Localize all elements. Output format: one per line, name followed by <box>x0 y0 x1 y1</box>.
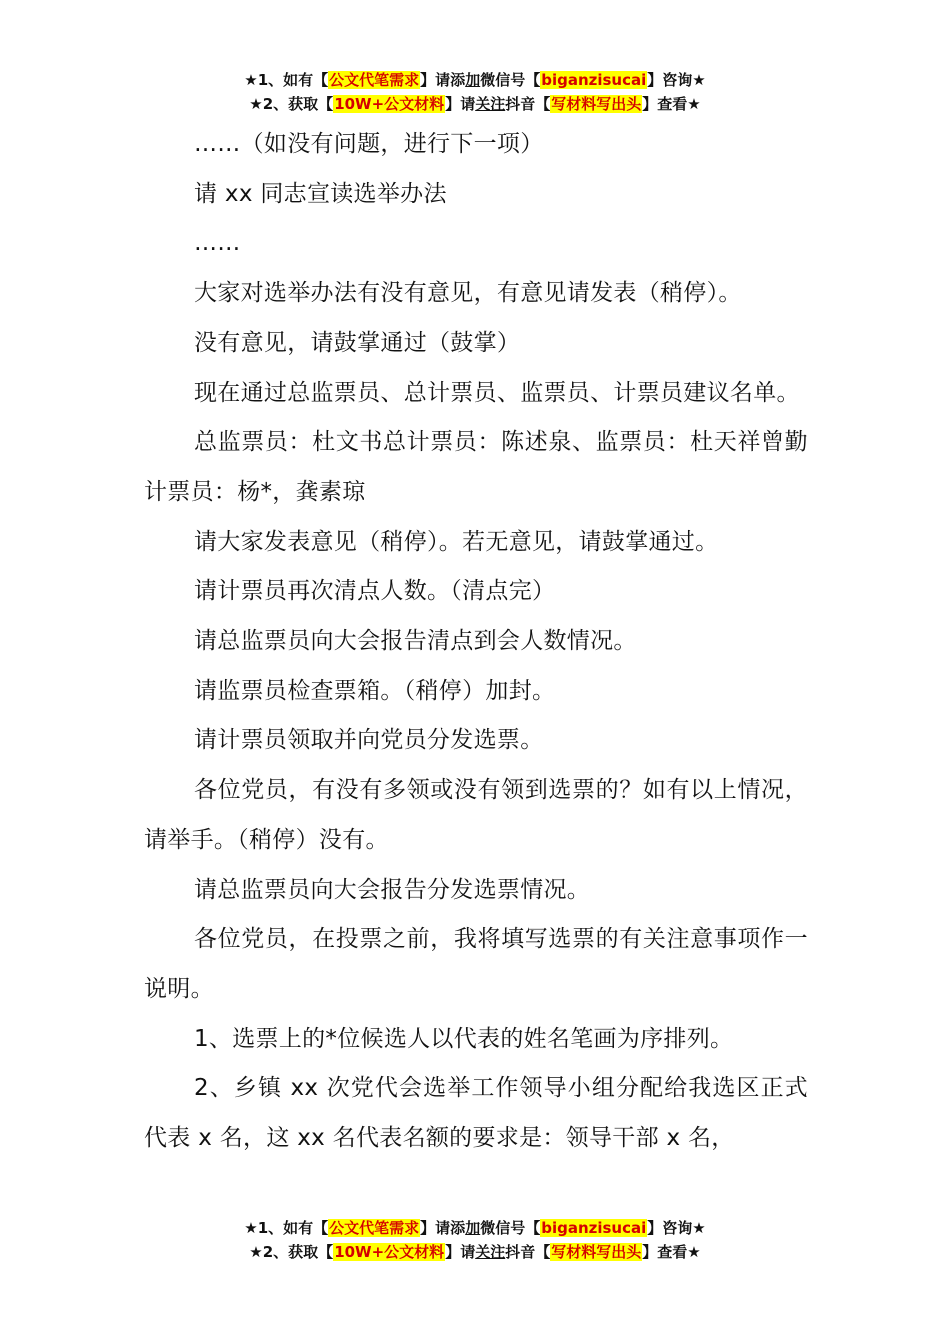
banner-line-2 <box>0 92 950 116</box>
banner-highlight: 10W+公文材料 <box>334 1243 445 1261</box>
paragraph: 没有意见，请鼓掌通过（鼓掌） <box>194 329 521 356</box>
paragraph: …… <box>194 230 241 257</box>
banner-text: 抖音【 <box>505 1243 551 1261</box>
paragraph: 2、乡镇 xx 次党代会选举工作领导小组分配给我选区正式代表 x 名，这 xx 名代表名额的要求是：领导干部 x 名， <box>144 1075 808 1152</box>
paragraph: 各位党员，在投票之前，我将填写选票的有关注意事项作一说明。 <box>144 926 808 1002</box>
banner-wechat-id: biganzisucai <box>541 71 647 89</box>
paragraph: 各位党员，有没有多领或没有领到选票的？如有以上情况，请举手。（稍停）没有。 <box>144 777 808 853</box>
banner-text: 微信号【 <box>480 71 541 89</box>
paragraph: 请 xx 同志宣读选举办法 <box>194 180 447 207</box>
paragraph: 现在通过总监票员、总计票员、监票员、计票员建议名单。 <box>194 379 800 406</box>
banner-wechat-id: biganzisucai <box>541 1219 647 1237</box>
paragraph: 请监票员检查票箱。（稍停）加封。 <box>194 677 556 704</box>
banner-underline: 加 <box>465 71 481 89</box>
banner-line-2 <box>0 1240 950 1264</box>
header-banner <box>0 68 950 116</box>
paragraph: 请计票员再次清点人数。（清点完） <box>194 578 556 605</box>
banner-underline: 关注 <box>475 1243 506 1261</box>
banner-text: 】查看★ <box>642 1243 701 1261</box>
banner-text: ★1、如有【 <box>244 71 329 89</box>
paragraph: 1、选票上的*位候选人以代表的姓名笔画为序排列。 <box>194 1025 734 1052</box>
banner-text: 】咨询★ <box>647 71 706 89</box>
banner-highlight: 公文代笔需求 <box>329 71 420 89</box>
paragraph: ……（如没有问题，进行下一项） <box>194 131 544 157</box>
banner-douyin-name: 写材料写出头 <box>551 95 642 113</box>
banner-text: ★2、获取【 <box>249 1243 334 1261</box>
banner-underline: 关注 <box>475 95 506 113</box>
banner-text: ★1、如有【 <box>244 1219 329 1237</box>
banner-line-1 <box>0 1216 950 1240</box>
banner-text: 】请添 <box>420 71 466 89</box>
banner-text: ★2、获取【 <box>249 95 334 113</box>
paragraph: 请计票员领取并向党员分发选票。 <box>194 727 544 754</box>
banner-text: 】请 <box>445 95 476 113</box>
paragraph: 请总监票员向大会报告分发选票情况。 <box>194 876 591 903</box>
paragraph: 大家对选举办法有没有意见，有意见请发表（稍停）。 <box>194 280 742 307</box>
banner-text: 抖音【 <box>505 95 551 113</box>
banner-text: 】咨询★ <box>647 1219 706 1237</box>
banner-text: 】查看★ <box>642 95 701 113</box>
footer-banner <box>0 1216 950 1264</box>
paragraph: 请总监票员向大会报告清点到会人数情况。 <box>194 628 637 655</box>
document-body <box>144 120 808 1164</box>
banner-highlight: 10W+公文材料 <box>334 95 445 113</box>
banner-text: 】请 <box>445 1243 476 1261</box>
banner-highlight: 公文代笔需求 <box>329 1219 420 1237</box>
banner-text: 】请添 <box>420 1219 466 1237</box>
paragraph: 总监票员：杜文书总计票员：陈述泉、监票员：杜天祥曾勤计票员：杨*，龚素琼 <box>144 429 808 505</box>
banner-line-1 <box>0 68 950 92</box>
banner-underline: 加 <box>465 1219 481 1237</box>
banner-text: 微信号【 <box>480 1219 541 1237</box>
banner-douyin-name: 写材料写出头 <box>551 1243 642 1261</box>
paragraph: 请大家发表意见（稍停）。若无意见，请鼓掌通过。 <box>194 528 719 555</box>
